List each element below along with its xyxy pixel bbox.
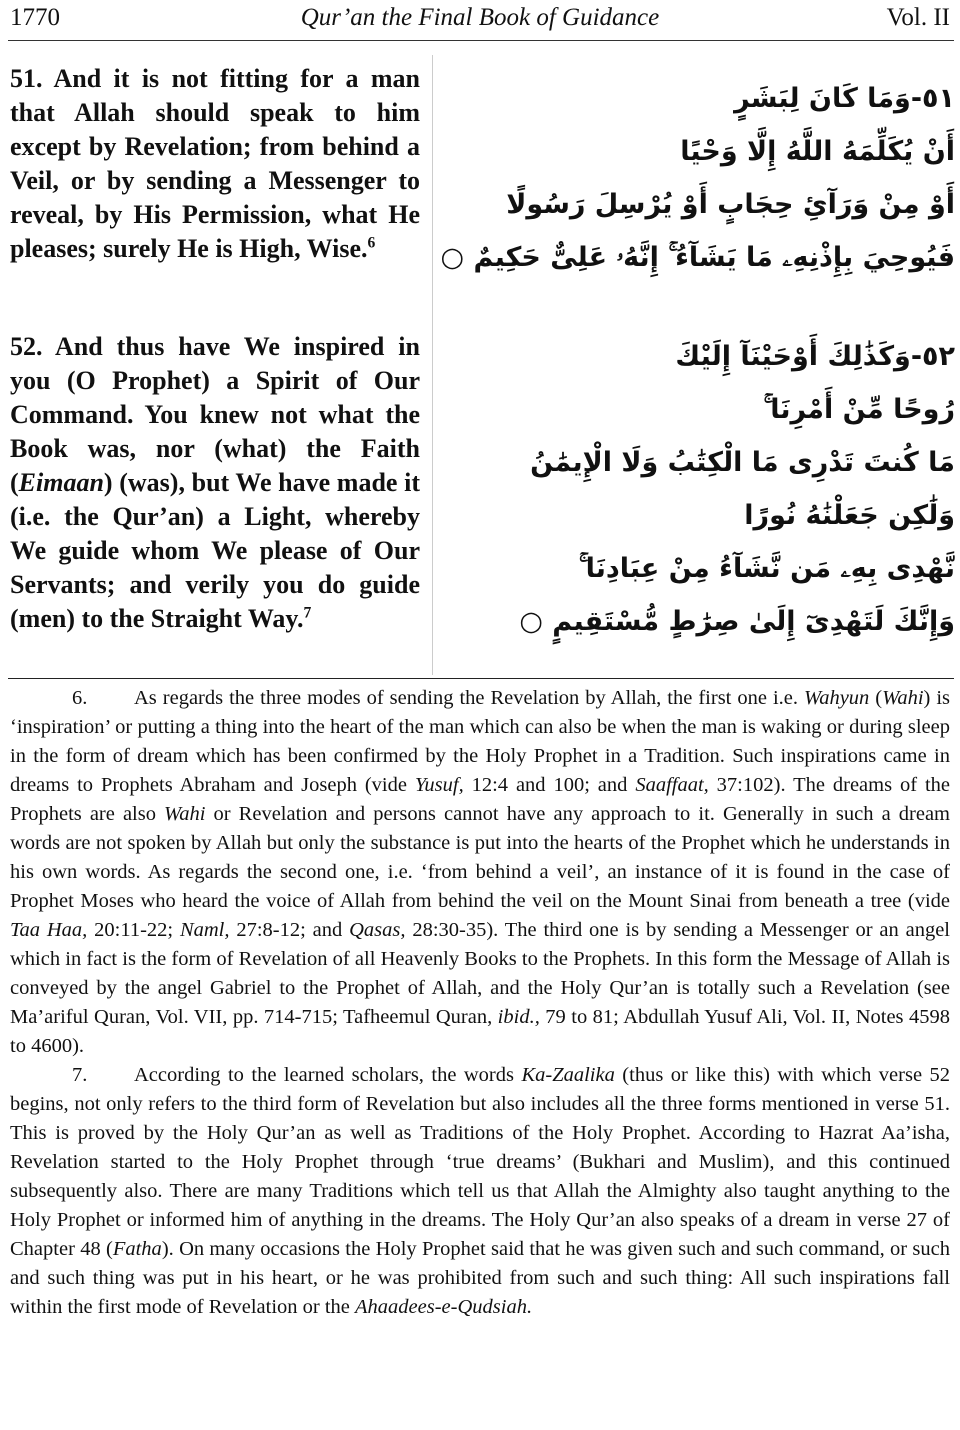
footnote-ref: 6 xyxy=(367,234,376,252)
footnote-text-run: 37:102). The dreams of the Prophets are also xyxy=(10,774,951,825)
arabic-line: فَيُوحِيَ بِإِذْنِهِۦ مَا يَشَآءُ ۚ إِنَّهُۥ عَلِىٌّ حَكِيمٌ ○ xyxy=(440,242,955,273)
footnote-italic-run: Ahaadees-e-Qudsiah. xyxy=(355,1296,533,1318)
footnote-text-run: According to the learned scholars, the words xyxy=(134,1064,522,1086)
footnote-body xyxy=(10,1064,950,1318)
footnote-number: 7. xyxy=(72,1064,88,1086)
footnote-italic-run: Wahi xyxy=(882,687,924,709)
footnote-italic-run: Wahi xyxy=(164,803,206,825)
footnote-italic-run: Ka-Zaalika xyxy=(521,1064,615,1086)
footnote-text-run: 20:11-22; xyxy=(87,919,180,941)
arabic-line: وَإِنَّكَ لَتَهْدِىٓ إِلَىٰ صِرَٰطٍ مُّسْتَقِيمٍ ○ xyxy=(519,606,955,637)
arabic-line: وَلَٰكِن جَعَلْنَٰهُ نُورًا xyxy=(744,500,955,531)
footnote-italic-run: Saaffaat, xyxy=(635,774,709,796)
arabic-line: نَّهْدِى بِهِۦ مَن نَّشَآءُ مِنْ عِبَادِنَا ۚ xyxy=(578,553,955,584)
arabic-line: أَوْ مِنْ وَرَآئِ حِجَابٍ أَوْ يُرْسِلَ رَسُولًا xyxy=(506,189,955,220)
arabic-line: رُوحًا مِّنْ أَمْرِنَا ۚ xyxy=(763,394,955,425)
footnote-text-run: ). On many occasions the Holy Prophet said that he was given such and such command, or such and such thing was put in his heart, or he was prohibited from such and such thing: All such inspirations fall within the first mode of Revelation or the xyxy=(10,1238,950,1318)
footnote-text-run: 28:30-35). The third one is by sending a Messenger or an angel which in fact is the form of Revelation of all Heavenly Books to the Prophets. In this form the Message of Allah is conveyed by the angel Gabriel to the Prophet of Allah, and the Holy Qur’an is totally such a Revelation (see Ma’ariful Quran, Vol. VII, pp. 714-715; Tafheemul Quran, xyxy=(10,919,950,1028)
footnote-6 xyxy=(10,684,950,1061)
footnote-body xyxy=(10,687,950,1057)
verse-52-translation xyxy=(10,330,420,636)
arabic-line: مَا كُنتَ تَدْرِى مَا الْكِتَٰبُ وَلَا الْإِيمَٰنُ xyxy=(530,447,955,478)
footnote-ref: 7 xyxy=(303,604,312,622)
volume-label: Vol. II xyxy=(886,4,950,31)
verse-number: 52. xyxy=(10,332,43,361)
verse-number: 51. xyxy=(10,64,43,93)
footnote-number: 6. xyxy=(72,687,88,709)
footnote-text-run: 12:4 and 100; and xyxy=(463,774,636,796)
footnote-italic-run: Qasas, xyxy=(349,919,406,941)
verse-text-italic: Eimaan xyxy=(18,468,104,497)
footnote-italic-run: Wahyun xyxy=(804,687,870,709)
running-title: Qur’an the Final Book of Guidance xyxy=(300,4,660,31)
verse-51-translation xyxy=(10,62,420,266)
verse-52-arabic xyxy=(500,330,955,648)
footnote-text-run: 79 to 81; Abdullah Yusuf Ali, Vol. II, Notes 4598 to 4600). xyxy=(10,1006,950,1057)
footnote-text-run: or Revelation and persons cannot have any approach to it. Generally in such a dream words are not spoken by Allah but only the substance is put into the hearts of the Prophet which he understands in his own words. As regards the second one, i.e. ‘from behind a veil’, an instance of it is found in the case of Prophet Moses who heard the voice of Allah from behind the veil on the Mount Sinai from beneath a tree (vide xyxy=(10,803,950,912)
footnote-7 xyxy=(10,1061,950,1322)
footnote-italic-run: ibid., xyxy=(497,1006,540,1028)
header-rule xyxy=(8,40,954,41)
page-number: 1770 xyxy=(10,4,60,31)
arabic-line: ٥١-وَمَا كَانَ لِبَشَرٍ xyxy=(734,83,955,114)
footnote-text-run: 27:8-12; and xyxy=(229,919,350,941)
arabic-line: ٥٢-وَكَذَٰلِكَ أَوْحَيْنَآ إِلَيْكَ xyxy=(675,341,955,372)
footnote-text-run: As regards the three modes of sending the Revelation by Allah, the first one i.e. xyxy=(134,687,804,709)
footnote-text-run: ( xyxy=(869,687,883,709)
footnote-text-run: (thus or like this) with which verse 52 begins, not only refers to the third form of Revelation but also includes all the three forms mentioned in verse 51. This is proved by the Holy Qur’an as well as Traditions of the Holy Prophet. According to Hazrat Aa’isha, Revelation started to the Holy Prophet through ‘true dreams’ (Bukhari and Muslim), and this continued subsequently also. There are many Traditions which tell us that Allah the Almighty also taught anything to the Holy Prophet or informed him of anything in the dreams. The Holy Qur’an also speaks of a dream in verse 27 of Chapter 48 ( xyxy=(10,1064,950,1260)
footnote-italic-run: Naml, xyxy=(179,919,230,941)
footnote-text-run: ) is ‘inspiration’ or putting a thing into the heart of the man which can also be when the man is waking or during sleep in the form of dream which has been confirmed by the Holy Prophet in a Tradition. Such inspirations came in dreams to Prophets Abraham and Joseph (vide xyxy=(10,687,951,796)
verse-text-part: ) (was), but We have made it (i.e. the Qur’an) a Light, whereby We guide whom We please of Our Servants; and verily you do guide (men) to the Straight Way. xyxy=(10,468,420,633)
footnotes xyxy=(10,684,950,1322)
verse-51-arabic xyxy=(440,72,955,284)
arabic-line: أَنْ يُكَلِّمَهُ اللَّهُ إِلَّا وَحْيًا xyxy=(680,136,955,167)
verse-text-part: And thus have We inspired in you (O Prophet) a Spirit of Our Command. You knew not what the Book was, nor (what) the Faith ( xyxy=(10,332,420,497)
footnote-italic-run: Fatha xyxy=(112,1238,162,1260)
footnotes-rule xyxy=(8,678,954,679)
column-divider xyxy=(432,55,433,675)
footnote-italic-run: Taa Haa, xyxy=(10,919,88,941)
verse-text: And it is not fitting for a man that Allah should speak to him except by Revelation; from behind a Veil, or by sending a Messenger to reveal, by His Permission, what He pleases; surely He is High, Wise. xyxy=(10,64,420,263)
page-header xyxy=(10,0,950,40)
footnote-italic-run: Yusuf, xyxy=(414,774,464,796)
